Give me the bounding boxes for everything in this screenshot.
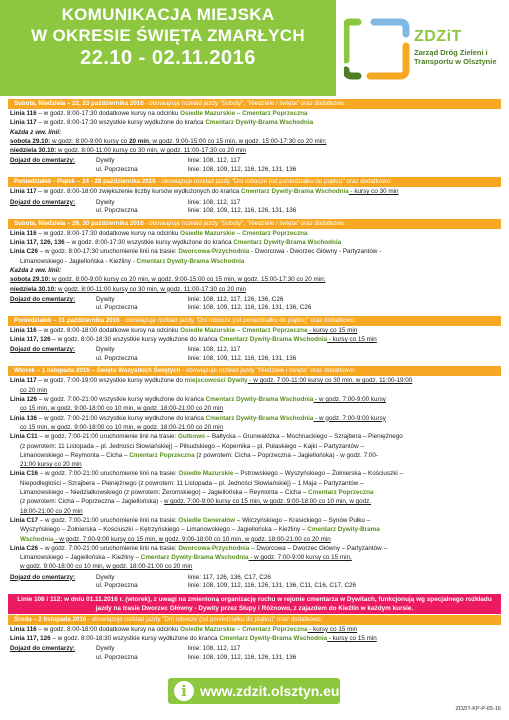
website-link[interactable]: www.zdzit.olsztyn.eu [200,683,340,699]
line-entry-continued: Wyszyńskiego – Żołnierska – Kościuszki – Kętrzyńskiego – Limanowskiego – Jagiellońska – Kieźliny – Cmentarz Dywity-Brama [20,526,380,534]
title-line-1: KOMUNIKACJA MIEJSKA [61,5,275,24]
line-entry: Linia 116 – w godz. 8:00-18:00 dodatkowe kursy na odcinku Osiedle Mazurskie – Cmentarz Poprzeczna - kursy co 15 min [10,326,358,334]
line-entry-continued: Limanowskiego - Jagiellońska - Kieźliny - Cmentarz Dywity-Brama Wschodnia [20,257,245,265]
logo-mark-icon [344,16,410,82]
line-entry: Linia 117 – w godz. 8:00-18:00 zwiększenie liczby kursów wydłużonych do krańca Cmentarz Dywity-Brama Wschodnia - kursy co 30 min [10,188,399,196]
section-header-oct-31: Poniedziałek – 31 października 2016 - obowiązuje rozkład jazdy "Dni robocze (od poniedziałku do piątku)" oraz dodatkowo: [8,316,501,326]
frequency-saturday: sobota 29.10: w godz. 8:00-9:00 kursy co 20 min, w godz. 9:00-15:00 co 15 min, w godz. 15:00-17:30 co 20 min; [10,276,326,284]
line-entry-continued: w godz. 9:00-18:00 co 10 min, w godz. 18:00-21:00 co 20 min [20,563,193,571]
line-entry: Linia 136 – w godz. 7:00-21:00 wszystkie kursy wydłużone do krańca Cmentarz Dywity-Brama Wschodnia - w godz. 7:00-9:00 kursy [10,414,386,422]
line-entry-continued: Limanowskiego – Niedziałkowskiego (z powrotem: Żeromskiego) – Jagiellońska – Reymonta – Cicha – Cmentarz Poprzeczna [20,489,374,497]
line-entry-continued: Wschodnia - w godz. 7:00-9:00 kursy co 15 min, w godz. 9:00-18:00 co 10 min, w godz. 18:00-21:00 co 20 min [20,535,331,543]
line-entry: Linia C26 – w godz. 7:00-21:00 uruchomienie linii na trasie: Dworcowa-Przychodnia – Dworcowa – Dworzec Główny – Partyzantów – [10,544,387,552]
line-entry-continued: co 15 min, w godz. 9:00-18:00 co 10 min, w godz. 18:00-21:00 co 20 min [20,405,224,413]
line-entry: Linia C16 – w godz. 7:00-21:00 uruchomienie linii na trasie: Osiedle Mazurskie – Pstrowskiego – Wyszyńskiego – Żołnierska – Kościuszki – [10,470,404,478]
line-entry: Linia 117, 126 – w godz. 8:00-18:30 wszystkie kursy wydłużone do krańca Cmentarz Dywity-Brama Wschodnia - kursy co 15 min [10,336,377,344]
line-entry-continued: (z powrotem: 11 Listopada – pl. Jedności Słowiańskiej) – Piłsudskiego – Kopernika – pl. Pułaskiego – Kajki – Partyzantów – [20,442,364,450]
line-entry: Linia 116 – w godz. 8:00-17:30 dodatkowe kursy na odcinku Osiedle Mazurskie – Cmentarz Poprzeczna [10,229,308,237]
each-line-label: Każda z ww. linii: [10,128,62,136]
line-entry: Linia C17 – w godz. 7:00-21:00 uruchomienie linii na trasie: Osiedle Generałów – Wilczyńskiego – Krasickiego – Synów Pułku – [10,516,371,524]
line-entry-continued: 18:00-21:00 co 20 min [20,507,83,515]
footer-website[interactable] [168,678,340,704]
line-entry-continued: co 20 min [20,386,48,394]
cemetery-access: Dojazd do cmentarzy: Dywity ul. Poprzeczna linie: 108, 112, 117 linie: 108, 109, 112, 116, 126, 131, 136 [10,157,297,173]
section-header-oct-29-30: Sobota, Niedziela – 29, 30 października 2016 - obowiązuje rozkład jazdy "Soboty", "Niedziele i święta" oraz dodatkowo: [8,219,501,229]
zdzit-logo [342,6,502,92]
line-entry: Linia 117 – w godz. 8:00-17:30 wszystkie kursy wydłużone do krańca Cmentarz Dywity-Brama Wschodnia [10,119,314,127]
line-entry: Linia 117, 126 – w godz. 8:00-18:30 wszystkie kursy wydłużone do krańca Cmentarz Dywity-Brama Wschodnia - kursy co 15 min [10,634,377,642]
schedule-content [8,98,501,665]
cemetery-access: Dojazd do cmentarzy: Dywity ul. Poprzeczna linie: 108, 112, 117 linie: 108, 109, 112, 116, 126, 131, 136 [10,346,297,362]
section-header-oct-24-28: Poniedziałek - Piątek – 24 - 28 października 2016 - obowiązuje rozkład jazdy "Dni robocze (od poniedziałku do piątku)" oraz dodatkowo: [8,177,501,187]
line-entry-continued: (z powrotem: Cicha – Poprzeczna – Jagiellońska) - w godz. 7:00-9:00 kursy co 15 min, w godz. 9:00-18:00 co 10 min, w godz. [20,498,372,506]
title-line-2: W OKRESIE ŚWIĘTA ZMARŁYCH [31,26,305,45]
cemetery-access: Dojazd do cmentarzy: Dywity ul. Poprzeczna linie: 108, 112, 117, 126, 136, C26 linie: 108, 109, 112, 116, 126, 131, 136, C26 [10,295,312,312]
page-title [0,4,336,71]
line-entry: Linia 116 – w godz. 8:00-18:00 dodatkowe kursy na odcinku Osiedle Mazurskie – Cmentarz Poprzeczna - kursy co 15 min [10,625,358,633]
cemetery-access: Dojazd do cmentarzy: Dywity ul. Poprzeczna linie: 117, 126, 136, C17, C26 linie: 108, 109, 112, 116, 126, 131, 136, C11, C16, C17, C26 [10,573,357,590]
logo-name: ZDZiT [414,28,462,45]
logo-subtitle: Zarząd Dróg Zieleni i Transportu w Olsztynie [414,48,497,66]
frequency-sunday: niedziela 30.10: w godz. 8:00-11:00 kursy co 30 min, w godz. 11:00-17:30 co 20 min [10,147,247,155]
each-line-label: Każda z ww. linii: [10,266,62,274]
line-entry-continued: Limanowskiego – Reymonta – Cicha – Cmentarz Poprzeczna (z powrotem: Cicha – Poprzeczna – Jagiellońska) - w godz. 7:00- [20,451,379,459]
line-entry-continued: Niepodległości – Szrajbera – Pieniężnego (z powrotem: 11 Listopada – pl. Jedności Słowiańskiej) – 1 Maja – Partyzantów – [20,479,364,487]
line-entry: Linia C26 – w godz. 8:00-17:30 uruchomienie linii na trasie: Dworcowa-Przychodnia - Dworcowa - Dworzec Główny - Partyzantów - [10,248,382,256]
cemetery-access: Dojazd do cmentarzy: Dywity ul. Poprzeczna linie: 108, 112, 117 linie: 108, 109, 112, 116, 126, 131, 136 [10,198,297,215]
line-entry-continued: Limanowskiego – Jagiellońska – Kieźliny – Cmentarz Dywity-Brama Wschodnia - w godz. 7:00-9:00 kursy co 15 min, [20,554,352,562]
frequency-saturday: sobota 29.10: w godz. 8:00-9:00 kursy co 20 min, w godz. 9:00-15:00 co 15 min, w godz. 15:00-17:30 co 20 min; [10,137,327,145]
line-entry: Linia 126 – w godz. 7:00-21:00 wszystkie kursy wydłużone do krańca Cmentarz Dywity-Brama Wschodnia - w godz. 7:00-9:00 kursy [10,396,386,404]
line-entry: Linia 117, 126, 136 – w godz. 8:00-17:30 wszystkie kursy wydłużone do krańca Cmentarz Dywity-Brama Wschodnia [10,239,342,247]
line-entry: Linia C11 – w godz. 7:00-21:00 uruchomienie linii na trasie: Gutkowo – Bałtycka – Grunwaldzka – Mochnackiego – Szrajbera – Pieniężnego [10,433,403,441]
info-icon: i [174,681,194,701]
line-entry-continued: 21:00 kursy co 20 min [20,461,82,469]
header [0,0,509,96]
line-entry: Linia 117 – w godz. 7:00-19:00 wszystkie kursy wydłużone do miejscowości Dywity - w godz. 7:00-11:00 kursy co 30 min, w godz. 11:00-19:00 [10,377,413,385]
title-dates: 22.10 - 02.11.2016 [80,47,256,69]
section-header-nov-1: Wtorek – 1 listopada 2016 – Święto Wszystkich Świętych - obowiązuje rozkład jazdy "Niedziele i święta" oraz dodatkowo: [8,366,501,376]
cemetery-access: Dojazd do cmentarzy: Dywity ul. Poprzeczna linie: 108, 112, 117 linie: 108, 109, 112, 116, 126, 131, 136 [10,645,297,661]
document-code: ZDZiT-KP-P-65-16 [455,706,501,712]
section-header-oct-22-23: Sobota, Niedziela – 22, 23 października 2016 - obowiązuje rozkład jazdy "Soboty", "Niedziele i święta" oraz dodatkowo: [8,99,501,109]
alert-lines-108-112: Linie 108 i 112: w dniu 01.11.2016 r. (wtorek), z uwagi na zmienioną organizację ruchu w rejonie cmentarza w Dywitach, funkcjonują wg specjalnego rozkładu jazdy na trasie Dworzec Główny - Dywity przez Słupy i Różnowo, z zajazdem do Kieźlin w każdym kursie. [8,594,501,614]
line-entry: Linia 116 – w godz. 8:00-17:30 dodatkowe kursy na odcinku Osiedle Mazurskie – Cmentarz Poprzeczna [10,110,308,117]
line-entry-continued: co 15 min, w godz. 9:00-18:00 co 10 min, w godz. 18:00-21:00 co 20 min [20,423,224,431]
section-header-nov-2: Środa – 2 listopada 2016 - obowiązuje rozkład jazdy "Dni robocze (od poniedziałku do piątku)" oraz dodatkowo: [8,615,501,625]
frequency-sunday: niedziela 30.10: w godz. 8:00-11:00 kursy co 30 min, w godz. 11:00-17:30 co 20 min [10,285,247,293]
